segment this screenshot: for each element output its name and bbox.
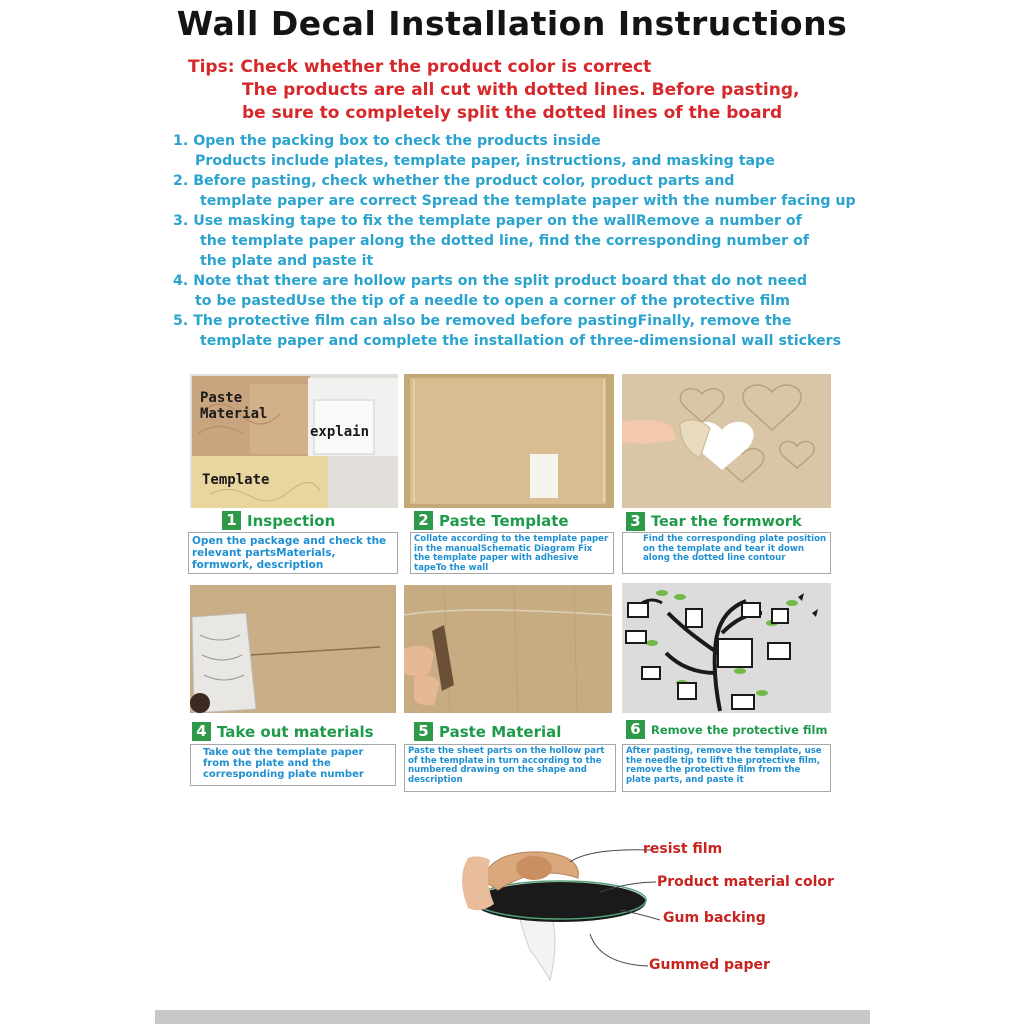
panel-4-description: Take out the template paper from the plate and the corresponding plate number [190, 744, 396, 786]
page-title: Wall Decal Installation Instructions [176, 4, 848, 43]
tag-template: Template [202, 472, 270, 488]
step-3-sub-1: the template paper along the dotted line, find the corresponding number of [200, 233, 810, 249]
paste-material-illustration [404, 585, 612, 713]
panel-1-number: 1 [222, 511, 241, 530]
panel-1-heading [222, 511, 335, 530]
label-resist-film: resist film [643, 841, 723, 857]
tips-line-3: be sure to completely split the dotted lines of the board [242, 103, 783, 123]
panel-4-title: Take out materials [217, 722, 374, 741]
tear-formwork-illustration [622, 374, 831, 508]
panel-6-number: 6 [626, 720, 645, 739]
photo-remove-film [622, 583, 831, 713]
tag-material: Material [200, 406, 268, 422]
panel-1-title: Inspection [247, 511, 336, 530]
step-5-sub: template paper and complete the installation of three-dimensional wall stickers [200, 333, 842, 349]
panel-4-heading [192, 722, 374, 741]
panel-3-description: Find the corresponding plate position on the template and tear it down along the dotted line contour [622, 532, 831, 574]
tag-paste: Paste [200, 390, 243, 406]
photo-paste-template [404, 374, 614, 508]
panel-5-description: Paste the sheet parts on the hollow part of the template in turn according to the numbered drawing on the shape and description [404, 744, 616, 792]
panel-2-number: 2 [414, 511, 433, 530]
step-1-main: 1. Open the packing box to check the products inside [173, 133, 601, 149]
panel-2-heading [414, 511, 569, 530]
panel-6-title: Remove the protective film [651, 722, 828, 737]
panel-6-heading [626, 720, 827, 739]
tag-explain: explain [310, 424, 370, 440]
tips-block [188, 56, 868, 125]
panel-3-heading [626, 512, 802, 531]
panel-1-description: Open the package and check the relevant partsMaterials, formwork, description [188, 532, 398, 574]
panel-3-title: Tear the formwork [651, 513, 802, 530]
step-5-main: 5. The protective film can also be removed before pastingFinally, remove the [173, 313, 792, 329]
steps-list [173, 131, 873, 351]
photo-inspection [190, 374, 398, 508]
finished-wall-decal-illustration [622, 583, 831, 713]
panel-4-number: 4 [192, 722, 211, 741]
panel-6-description: After pasting, remove the template, use the needle tip to lift the protective film, remove the protective film from the plate parts, and paste it [622, 744, 831, 792]
step-4-main: 4. Note that there are hollow parts on the split product board that do not need [173, 273, 808, 289]
bottom-divider [155, 1010, 870, 1024]
photo-take-out-materials [190, 585, 396, 713]
step-3-sub-2: the plate and paste it [200, 253, 374, 269]
step-2-sub: template paper are correct Spread the template paper with the number facing up [200, 193, 856, 209]
photo-tear-formwork [622, 374, 831, 508]
label-product-color: Product material color [657, 874, 834, 890]
leader-lines [560, 838, 660, 978]
panel-2-description: Collate according to the template paper in the manualSchematic Diagram Fix the template paper with adhesive tapeTo the wall [410, 532, 614, 574]
panel-3-number: 3 [626, 512, 645, 531]
tips-line-1: Tips: Check whether the product color is correct [188, 57, 652, 77]
step-3-main: 3. Use masking tape to fix the template paper on the wallRemove a number of [173, 213, 802, 229]
step-1-sub: Products include plates, template paper, instructions, and masking tape [195, 153, 775, 169]
panel-5-heading [414, 722, 561, 741]
label-gummed-paper: Gummed paper [649, 957, 770, 973]
step-2-main: 2. Before pasting, check whether the product color, product parts and [173, 173, 735, 189]
tips-line-2: The products are all cut with dotted lines. Before pasting, [242, 80, 800, 100]
step-4-sub: to be pastedUse the tip of a needle to open a corner of the protective film [195, 293, 790, 309]
label-gum-backing: Gum backing [663, 910, 766, 926]
panel-5-number: 5 [414, 722, 433, 741]
paste-template-illustration [404, 374, 614, 508]
take-out-materials-illustration [190, 585, 396, 713]
panel-2-title: Paste Template [439, 511, 569, 530]
panel-5-title: Paste Material [439, 722, 562, 741]
photo-paste-material [404, 585, 612, 713]
